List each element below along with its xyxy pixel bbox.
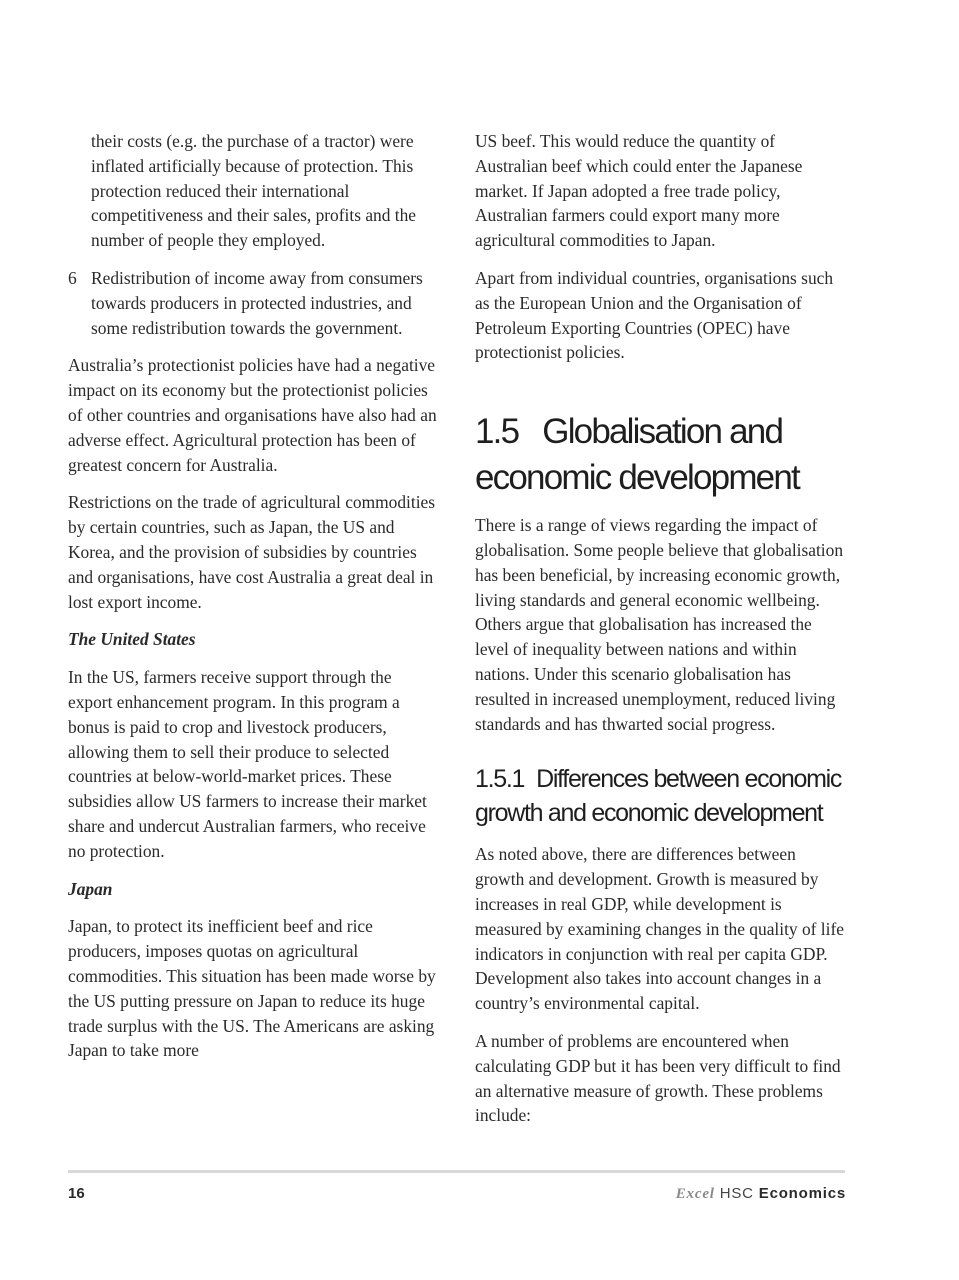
paragraph-differences: As noted above, there are differences between growth and development. Growth is measured by increases in real GDP, while development is measured by examining changes in the quality of life indicators in conjunction with real per capita GDP. Development also takes into account changes in a country’s environmental capital. xyxy=(475,844,844,1014)
paragraph-problems: A number of problems are encountered when calculating GDP but it has been very difficult to find an alternative measure of growth. These problems include: xyxy=(475,1030,841,1126)
list-item-text: their costs (e.g. the purchase of a tractor) were inflated artificially because of protection. This protection reduced their international competitiveness and their sales, profits and the number of people they employed. xyxy=(91,131,417,251)
brand-hsc: HSC xyxy=(719,1185,754,1202)
footer-brand xyxy=(676,1185,846,1203)
list-item-number: 6 xyxy=(68,267,77,288)
paragraph-impact: Australia’s protectionist policies have had a negative impact on its economy but the protectionist policies of other countries and organisations have also had an adverse effect. Agricultural protection has been of greatest concern for Australia. xyxy=(68,355,437,475)
subsection-heading xyxy=(475,762,847,830)
paragraph-views: There is a range of views regarding the impact of globalisation. Some people believe that globalisation has been beneficial, by increasing economic growth, living standards and general economic wellbeing. Others argue that globalisation has increased the level of inequality between nations and within nations. Under this scenario globalisation has resulted in increased unemployment, reduced living standards and has thwarted social progress. xyxy=(475,515,844,734)
subsection-number: 1.5.1 xyxy=(475,765,525,794)
paragraph-restrictions: Restrictions on the trade of agricultural commodities by certain countries, such as Japan, the US and Korea, and the provision of subsidies by countries and organisations, have cost Australia a great deal in lost export income. xyxy=(68,492,436,612)
section-number: 1.5 xyxy=(475,412,519,452)
section-heading xyxy=(475,409,847,501)
list-item-text: Redistribution of income away from consumers towards producers in protected industries, and some redistribution towards the government. xyxy=(91,267,423,338)
brand-excel: Excel xyxy=(675,1186,715,1202)
paragraph-organisations: Apart from individual countries, organisations such as the European Union and the Organisation of Petroleum Exporting Countries (OPEC) have protectionist policies. xyxy=(475,267,834,363)
section-title: Globalisation and economic development xyxy=(475,412,799,498)
right-column xyxy=(475,129,847,1141)
paragraph-us-beef: US beef. This would reduce the quantity of Australian beef which could enter the Japanese market. If Japan adopted a free trade policy, Australian farmers could export many more agricultural commodities to Japan. xyxy=(475,131,803,251)
page-number: 16 xyxy=(68,1185,85,1202)
paragraph-japan: Japan, to protect its inefficient beef and rice producers, imposes quotas on agricultural commodities. This situation has been made worse by the US putting pressure on Japan to reduce its huge trade surplus with the US. The Americans are asking Japan to take more xyxy=(68,916,436,1061)
paragraph-united-states: In the US, farmers receive support through the export enhancement program. In this program a bonus is paid to crop and livestock producers, allowing them to sell their produce to selected countries at below-world-market prices. These subsidies allow US farmers to increase their market share and undercut Australian farmers, who receive no protection. xyxy=(68,667,427,861)
list-item-6 xyxy=(68,266,440,340)
subsection-title: Differences between economic growth and economic development xyxy=(475,765,842,828)
subheading-united-states: The United States xyxy=(68,629,196,650)
subheading-japan: Japan xyxy=(68,878,113,899)
footer-rule xyxy=(68,1170,845,1173)
brand-subject: Economics xyxy=(758,1185,846,1202)
left-column xyxy=(68,129,440,1076)
list-item-continued xyxy=(68,129,440,253)
